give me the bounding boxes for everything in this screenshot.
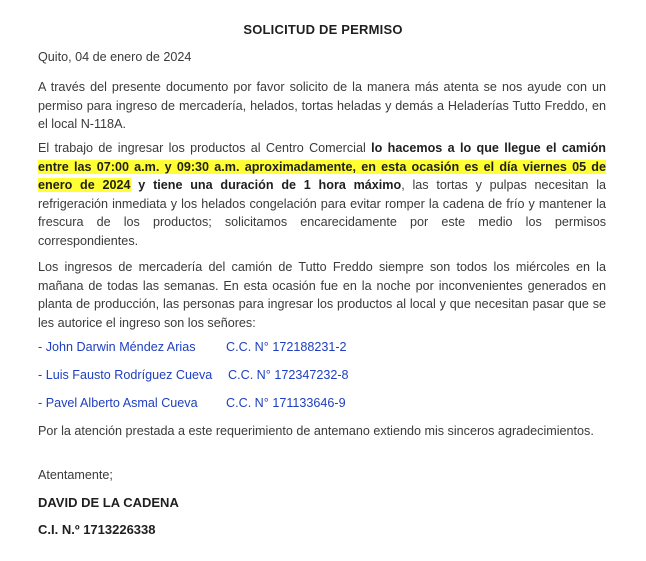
schedule-text-bold-2: y tiene una duración de 1 hora máximo	[130, 178, 402, 192]
date-line: Quito, 04 de enero de 2024	[38, 50, 192, 64]
person-id: C.C. N° 172188231-2	[226, 340, 347, 354]
person-row	[38, 338, 606, 356]
schedule-text-1: El trabajo de ingresar los productos al Centro Comercial	[38, 141, 372, 155]
person-name: - Luis Fausto Rodríguez Cueva	[38, 368, 213, 382]
schedule-highlight: entre las 07:00 a.m. y 09:30 a.m. aproximadamente, en esta ocasión es el día viernes 05 de enero de 2024	[38, 159, 606, 192]
signer-name: DAVID DE LA CADENA	[38, 495, 179, 510]
person-row	[38, 366, 606, 384]
document-title: SOLICITUD DE PERMISO	[243, 22, 403, 37]
schedule-text-bold-1: lo hacemos a lo que llegue el camión	[371, 141, 606, 155]
person-row	[38, 394, 606, 412]
intro-paragraph: A través del presente documento por favor solicito de la manera más atenta se nos ayude con un permiso para ingreso de mercadería, helados, tortas heladas y demás a Heladerías Tutto Freddo, en el local N-118A.	[38, 80, 606, 131]
thanks-paragraph: Por la atención prestada a este requerimiento de antemano extiendo mis sinceros agradecimientos.	[38, 424, 594, 438]
schedule-text-2: , las tortas y pulpas necesitan la refrigeración inmediata y los helados congelación para evitar romper la cadena de frío y mantener la frescura de los productos; solicitamos encarecidamente por este medio los permisos correspondientes.	[38, 178, 606, 248]
person-name: - John Darwin Méndez Arias	[38, 340, 196, 354]
person-name: - Pavel Alberto Asmal Cueva	[38, 396, 198, 410]
person-id: C.C. N° 171133646-9	[226, 396, 346, 410]
reason-paragraph: Los ingresos de mercadería del camión de Tutto Freddo siempre son todos los miércoles en la mañana de todas las semanas. En esta ocasión fue en la noche por inconvenientes generados en planta de producción, las personas para ingresar los productos al local y que necesitan pasar que se les autorice el ingreso son los señores:	[38, 260, 606, 330]
signer-id: C.I. N.º 1713226338	[38, 522, 156, 537]
person-id: C.C. N° 172347232-8	[228, 368, 349, 382]
schedule-paragraph	[38, 139, 606, 250]
closing-text: Atentamente;	[38, 468, 113, 482]
